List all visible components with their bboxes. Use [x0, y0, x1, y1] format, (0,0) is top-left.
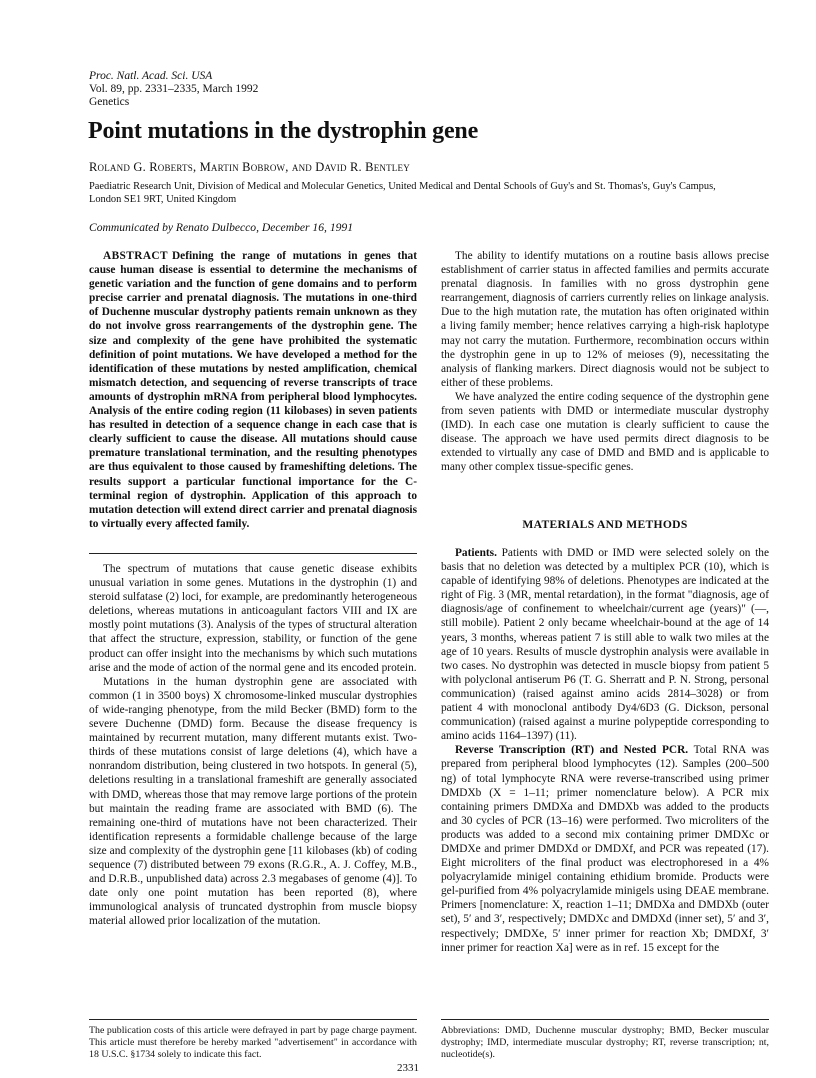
article-title: Point mutations in the dystrophin gene	[88, 118, 479, 144]
intro-paragraph: Mutations in the human dystrophin gene are associated with common (1 in 3500 boys) X chromosome-linked muscular dystrophies of wide-ranging phenotype, from the mild Becker (BMD) form to the severe Duchenne (DMD) form. Because the disease frequency is maintained by recurrent mutation, many different mutants exist. Two-thirds of these mutations consist of large deletions (4), which have a nonrandom distribution, being clustered in two hotspots. In general (5), deletions resulting in a translational frameshift are generally associated with DMD, whereas those that may remove large portions of the protein but maintain the reading frame are associated with BMD (6). The remaining one-third of mutations have not been characterized. Their identification represents a formidable challenge because of the large size and complexity of the dystrophin gene [11 kilobases (kb) of coding sequence (7) distributed between 79 exons (R.G.R., A. J. Coffey, M.B., and D.R.B., unpublished data) across 2.3 megabases of genome (4)]. To date only one point mutation has been reported (8), where immunological analysis of truncated dystrophin from muscle biopsy material allowed prior localization of the mutation.	[89, 675, 417, 928]
intro-right-column	[441, 249, 769, 475]
abstract-divider	[89, 553, 417, 554]
abbreviations-divider	[441, 1019, 769, 1020]
publication-cost-footnote: The publication costs of this article were defrayed in part by page charge payment. This article must therefore be hereby marked "advertisement" in accordance with 18 U.S.C. §1734 solely to indicate this fact.	[89, 1025, 417, 1060]
intro-left-column	[89, 562, 417, 928]
methods-text: Total RNA was prepared from peripheral blood lymphocytes (12). Samples (200–500 ng) of total lymphocyte RNA were reverse-transcribed using primer DMDXb (X = 1–11; primer nomenclature below). A PCR mix containing primers DMDXa and DMDXb was added to the products and 30 cycles of PCR (13–16) were performed. Two microliters of the products was added to a second mix containing primer DMDXc or DMDXe and primer DMDXd or DMDXf, and PCR was repeated (17). Eight microliters of the final product was electrophoresed in a 4% polyacrylamide minigel containing ethidium bromide. Products were gel-purified from 4% polyacrylamide minigels using DEAE membrane. Primers [nomenclature: X, reaction 1–11; DMDXa and DMDXb (outer set), 5′ and 3′, respectively; DMDXc and DMDXd (inner set), 5′ and 3′, respectively; DMDXe, 5′ inner primer for reaction Xb; DMDXf, 3′ inner primer for reaction Xa] were as in ref. 15 except for the	[441, 744, 769, 954]
footnote-divider	[89, 1019, 417, 1020]
methods-paragraph	[441, 546, 769, 743]
journal-name: Proc. Natl. Acad. Sci. USA	[89, 70, 213, 82]
author-affiliation: Paediatric Research Unit, Division of Medical and Molecular Genetics, United Medical and Dental Schools of Guy's and St. Thomas's, Guy's Campus, London SE1 9RT, United Kingdom	[89, 181, 716, 205]
article-authors: Roland G. Roberts, Martin Bobrow, and David R. Bentley	[89, 160, 410, 174]
methods-heading: MATERIALS AND METHODS	[522, 518, 688, 531]
journal-volume: Vol. 89, pp. 2331–2335, March 1992	[89, 83, 259, 95]
communicated-by: Communicated by Renato Dulbecco, December 16, 1991	[89, 221, 354, 234]
intro-paragraph: The spectrum of mutations that cause genetic disease exhibits unusual variation in some genes. Mutations in the dystrophin (1) and steroid sulfatase (2) loci, for example, are predominantly heterogeneous deletions, whereas mutations in anticoagulant factors VIII and IX are mostly point mutations (3). Analysis of the types of structural alteration that affect the structure, expression, stability, or function of the gene product can offer insight into the mechanisms by which such mutations arise and the mode of action of the normal gene and its encoded protein.	[89, 563, 417, 674]
abstract	[89, 249, 417, 531]
methods-runin-heading: Patients.	[455, 547, 497, 559]
methods-runin-heading: Reverse Transcription (RT) and Nested PCR.	[455, 744, 689, 757]
journal-section: Genetics	[89, 96, 130, 108]
abstract-label: ABSTRACT	[103, 250, 168, 262]
page-number: 2331	[397, 1062, 419, 1074]
journal-header	[89, 70, 258, 109]
methods-column	[441, 546, 769, 955]
methods-text: Patients with DMD or IMD were selected solely on the basis that no deletion was detected by a multiplex PCR (10), which is capable of identifying 98% of deletions. Phenotypes are indicated at the right of Fig. 3 (MR, mental retardation), in the format "diagnosis, age of diagnosis/age of confinement to wheelchair/current age (years)" (—, still mobile). Patient 2 only became wheelchair-bound at the age of 14 years, 3 months, whereas patient 7 is still able to walk two miles at the age of 10 years. Results of muscle dystrophin analysis were available in two cases. No dystrophin was detected in muscle biopsy from patient 5 with polyclonal antiserum P6 (T. G. Sherratt and P. N. Strong, personal communication) (raised against amino acids 2814–3028) or from patient 4 with monoclonal antibody Dy4/6D3 (G. Dickson, personal communication) (raised against a murine polypeptide corresponding to amino acids 1164–1397) (11).	[441, 547, 769, 743]
methods-paragraph	[441, 743, 769, 954]
intro-paragraph: We have analyzed the entire coding sequence of the dystrophin gene from seven patients with DMD or intermediate muscular dystrophy (IMD). In each case one mutation is clearly sufficient to cause the disease. The approach we have used permits direct diagnosis to be extended to virtually any case of DMD and BMD and is applicable to many other complex tissue-specific genes.	[441, 390, 769, 474]
abstract-text: Defining the range of mutations in genes that cause human disease is essential to determine the mechanisms of genetic variation and the function of gene domains and to perform precise carrier and prenatal diagnosis. The mutations in one-third of Duchenne muscular dystrophy patients remain unknown as they do not involve gross rearrangements of the dystrophin gene. The size and complexity of the gene have prohibited the systematic definition of point mutations. We have developed a method for the identification of these mutations by nested amplification, chemical mismatch detection, and sequencing of reverse transcripts of trace amounts of dystrophin mRNA from peripheral blood lymphocytes. Analysis of the entire coding region (11 kilobases) in seven patients has resulted in detection of a sequence change in each case that is clearly sufficient to cause the disease. All mutations should cause premature translational termination, and the resulting phenotypes are thus equivalent to those caused by frameshifting deletions. The results support a particular functional importance for the C-terminal region of dystrophin. Application of this approach to mutation detection will extend direct carrier and prenatal diagnosis to virtually every affected family.	[89, 250, 417, 530]
intro-paragraph: The ability to identify mutations on a routine basis allows precise establishment of carrier status in affected families and permits accurate prenatal diagnosis. In families with no gross dystrophin gene rearrangement, diagnosis of carriers currently relies on linkage analysis. Due to the high mutation rate, the mutation has often originated within a living family member; hence relatives carrying a high-risk haplotype may not carry the mutation. Furthermore, recombination occurs within the dystrophin gene in up to 12% of meioses (9), necessitating the analysis of flanking markers. Direct diagnosis would not be subject to either of these problems.	[441, 250, 769, 389]
abbreviations-footnote: Abbreviations: DMD, Duchenne muscular dystrophy; BMD, Becker muscular dystrophy; IMD, intermediate muscular dystrophy; RT, reverse transcription; nt, nucleotide(s).	[441, 1025, 769, 1060]
